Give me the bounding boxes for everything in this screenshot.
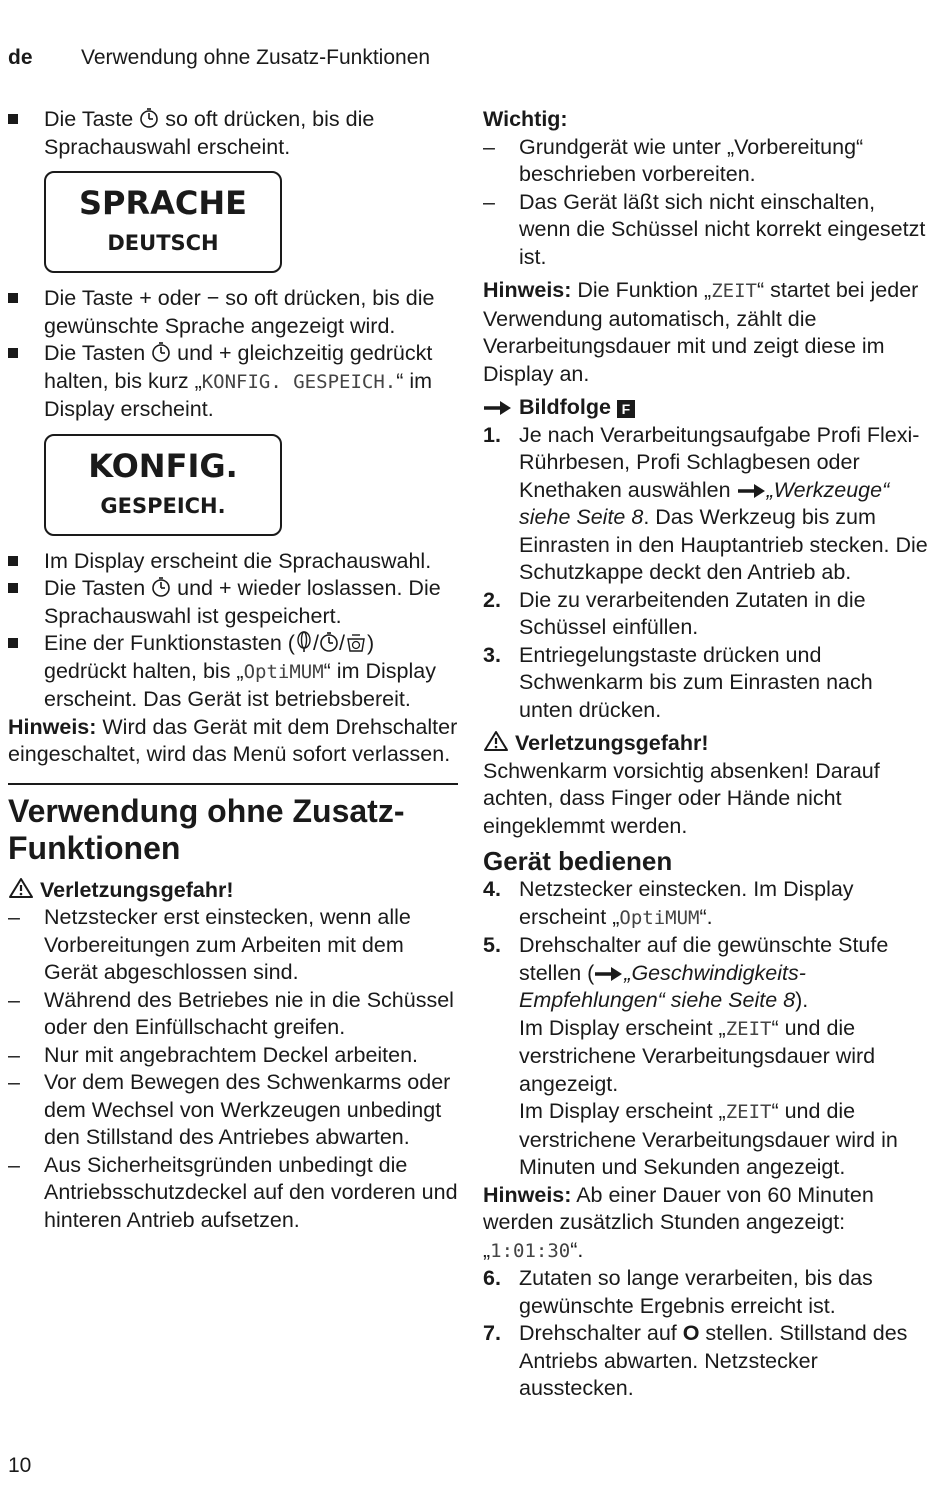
left-column bbox=[8, 106, 458, 1234]
plus-icon: + bbox=[219, 576, 232, 600]
list-item: Im Display erscheint die Sprachauswahl. bbox=[8, 548, 458, 576]
timer-icon bbox=[151, 341, 171, 363]
numbered-step: 5. Drehschalter auf die gewünschte Stufe stellen ( „Geschwindigkeits-Empfehlungen“ siehe Seite 8). Im Display erscheint „ZEIT“ und die verstrichene Verarbeitungsdauer wird angezeigt. Im Display erscheint „ZEIT“ und die verstrichene Verarbeitungsdauer wird in Minuten und Sekunden angezeigt. bbox=[483, 933, 898, 1179]
timer-icon bbox=[151, 576, 171, 598]
page-number: 10 bbox=[8, 1454, 32, 1477]
whisk-icon bbox=[295, 631, 313, 653]
bullet-icon bbox=[8, 293, 18, 303]
right-column bbox=[483, 106, 928, 1403]
bullet-icon bbox=[8, 556, 18, 566]
plus-icon: + bbox=[219, 341, 232, 365]
warning-text: Schwenkarm vorsichtig absenken! Darauf achten, dass Finger oder Hände nicht eingeklemmt werden. bbox=[483, 758, 880, 838]
numbered-step: 1. Je nach Verarbeitungsaufgabe Profi Flexi-Rührbesen, Profi Schlagbesen oder Knethaken auswählen „Werkzeuge“ siehe Seite 8. Das Werkzeug bis zum Einrasten in den Hauptantrieb stecken. Die Schutzkappe deckt den Antrieb ab. bbox=[483, 422, 928, 584]
timer-icon bbox=[139, 107, 159, 129]
bullet-icon bbox=[8, 583, 18, 593]
cross-reference[interactable]: „Werkzeuge“ siehe Seite 8 bbox=[519, 477, 890, 529]
note: Hinweis: Ab einer Dauer von 60 Minuten werden zusätzlich Stunden angezeigt: „1:01:30“. bbox=[483, 1182, 874, 1262]
numbered-step: 3. Entriegelungstaste drücken und Schwenkarm bis zum Einrasten nach unten drücken. bbox=[483, 642, 873, 722]
warning-icon bbox=[483, 730, 509, 752]
header-title: Verwendung ohne Zusatz-Funktionen bbox=[81, 46, 431, 69]
list-item: – Nur mit angebrachtem Deckel arbeiten. bbox=[8, 1042, 419, 1067]
list-item: Die Taste so oft drücken, bis die Sprachauswahl erscheint. bbox=[8, 106, 458, 161]
arrow-right-icon bbox=[483, 399, 513, 417]
numbered-step: 7. Drehschalter auf O stellen. Stillstand des Antriebs abwarten. Netzstecker ausstecken. bbox=[483, 1321, 908, 1400]
section-title: Verwendung ohne Zusatz-Funktionen bbox=[8, 792, 405, 866]
list-item: – Vor dem Bewegen des Schwenkarms oder dem Wechsel von Werkzeugen unbedingt den Stillstand des Antriebes abwarten. bbox=[8, 1070, 451, 1149]
section-divider bbox=[8, 783, 458, 785]
plus-icon: + bbox=[139, 286, 152, 310]
bullet-icon bbox=[8, 348, 18, 358]
list-item: – Während des Betriebes nie in die Schüssel oder den Einfüllschacht greifen. bbox=[8, 987, 454, 1039]
arrow-right-icon bbox=[594, 965, 624, 983]
bullet-icon bbox=[8, 638, 18, 648]
list-item: Die Taste + oder − so oft drücken, bis die gewünschte Sprache angezeigt wird. bbox=[8, 285, 458, 340]
display-konfig: KONFIG. GESPEICH. bbox=[44, 434, 282, 536]
list-item: Eine der Funktionstasten ( / / ) gedrückt halten, bis „OptiMUM“ im Display erscheint. Das Gerät ist betriebsbereit. bbox=[8, 630, 458, 714]
display-sprache: SPRACHE DEUTSCH bbox=[44, 171, 282, 273]
numbered-step: 6. Zutaten so lange verarbeiten, bis das gewünschte Ergebnis erreicht ist. bbox=[483, 1266, 873, 1318]
figure-reference: Bildfolge F bbox=[483, 394, 928, 422]
bullet-icon bbox=[8, 114, 18, 124]
list-item: – Aus Sicherheitsgründen unbedingt die Antriebsschutzdeckel auf den vorderen und hinteren Antrieb aufsetzen. bbox=[8, 1152, 458, 1232]
list-item: Die Tasten und + wieder loslassen. Die Sprachauswahl ist gespeichert. bbox=[8, 575, 458, 630]
warning-icon bbox=[8, 877, 34, 899]
list-item: Die Tasten und + gleichzeitig gedrückt halten, bis kurz „KONFIG. GESPEICH.“ im Display erscheint. bbox=[8, 340, 458, 424]
warning-heading: Verletzungsgefahr! bbox=[8, 877, 458, 905]
note: Hinweis: Die Funktion „ZEIT“ startet bei jeder Verwendung automatisch, zählt die Verarbeitungsdauer mit und zeigt diese im Display an. bbox=[483, 278, 919, 386]
scale-icon bbox=[345, 631, 367, 653]
important-heading: Wichtig: bbox=[483, 107, 568, 131]
note: Hinweis: Wird das Gerät mit dem Drehschalter eingeschaltet, wird das Menü sofort verlassen. bbox=[8, 714, 458, 766]
figure-letter-badge: F bbox=[617, 400, 635, 418]
list-item: – Das Gerät läßt sich nicht einschalten, wenn die Schüssel nicht korrekt eingesetzt ist. bbox=[483, 189, 926, 269]
subsection-title: Gerät bedienen bbox=[483, 846, 673, 876]
list-item: – Grundgerät wie unter „Vorbereitung“ beschrieben vorbereiten. bbox=[483, 134, 864, 186]
arrow-right-icon bbox=[737, 482, 767, 500]
language-code: de bbox=[8, 46, 33, 69]
off-position-symbol: O bbox=[682, 1321, 700, 1345]
cross-reference[interactable]: „Geschwindigkeits-Empfehlungen“ siehe Seite 8 bbox=[519, 960, 806, 1012]
minus-icon: − bbox=[206, 286, 220, 310]
numbered-step: 2. Die zu verarbeitenden Zutaten in die Schüssel einfüllen. bbox=[483, 587, 866, 639]
numbered-step: 4. Netzstecker einstecken. Im Display erscheint „OptiMUM“. bbox=[483, 877, 854, 929]
list-item: – Netzstecker erst einstecken, wenn alle Vorbereitungen zum Arbeiten mit dem Gerät abgeschlossen sind. bbox=[8, 905, 411, 984]
timer-icon bbox=[319, 631, 339, 653]
warning-heading: Verletzungsgefahr! bbox=[483, 730, 928, 758]
